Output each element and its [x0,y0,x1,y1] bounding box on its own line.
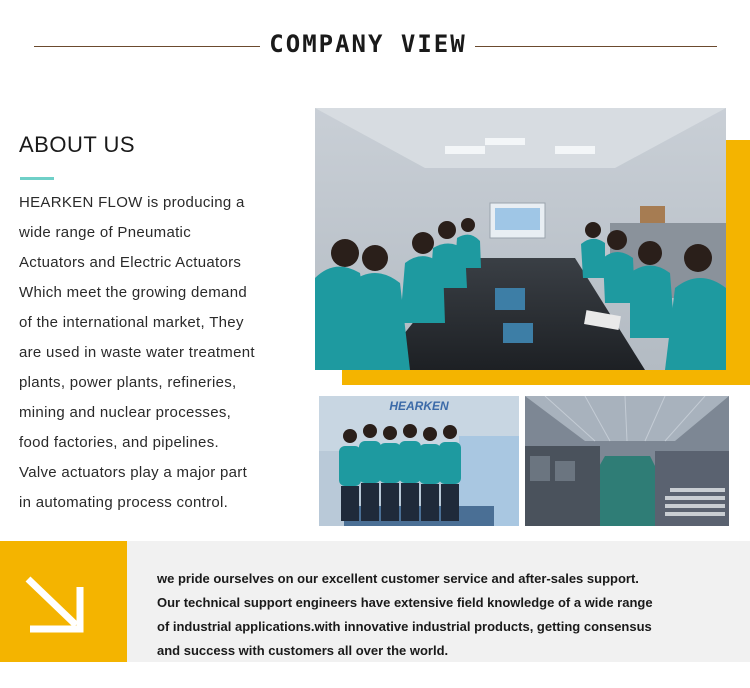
team-photo [319,396,519,526]
footer-line: and success with customers all over the world. [157,643,449,658]
about-line: food factories, and pipelines. [19,434,219,451]
about-line: plants, power plants, refineries, [19,374,237,391]
footer-description [157,567,717,663]
hearken-sign-text: HEARKEN [389,399,449,413]
about-line: in automating process control. [19,494,229,511]
factory-floor-photo [525,396,729,526]
about-line: mining and nuclear processes, [19,404,232,421]
arrow-down-right-icon [20,571,90,637]
about-line: Actuators and Electric Actuators [19,254,242,271]
header-rule-left [34,46,260,47]
footer-line: Our technical support engineers have extensive field knowledge of a wide range [157,595,653,610]
about-line: of the international market, They [19,314,244,331]
footer-line: we pride ourselves on our excellent customer service and after-sales support. [157,571,639,586]
footer-line: of industrial applications.with innovative industrial products, getting consensus [157,619,652,634]
about-line: HEARKEN FLOW is producing a [19,194,245,211]
about-line: are used in waste water treatment [19,344,255,361]
about-heading: ABOUT US [19,132,136,157]
meeting-room-photo [315,108,726,370]
about-line: Which meet the growing demand [19,284,247,301]
about-heading-underline [20,177,54,180]
header-rule-right [475,46,717,47]
footer-icon-box [0,541,127,662]
about-line: wide range of Pneumatic [19,224,191,241]
about-line: Valve actuators play a major part [19,464,248,481]
about-description [19,188,289,518]
page-title: COMPANY VIEW [269,30,467,58]
